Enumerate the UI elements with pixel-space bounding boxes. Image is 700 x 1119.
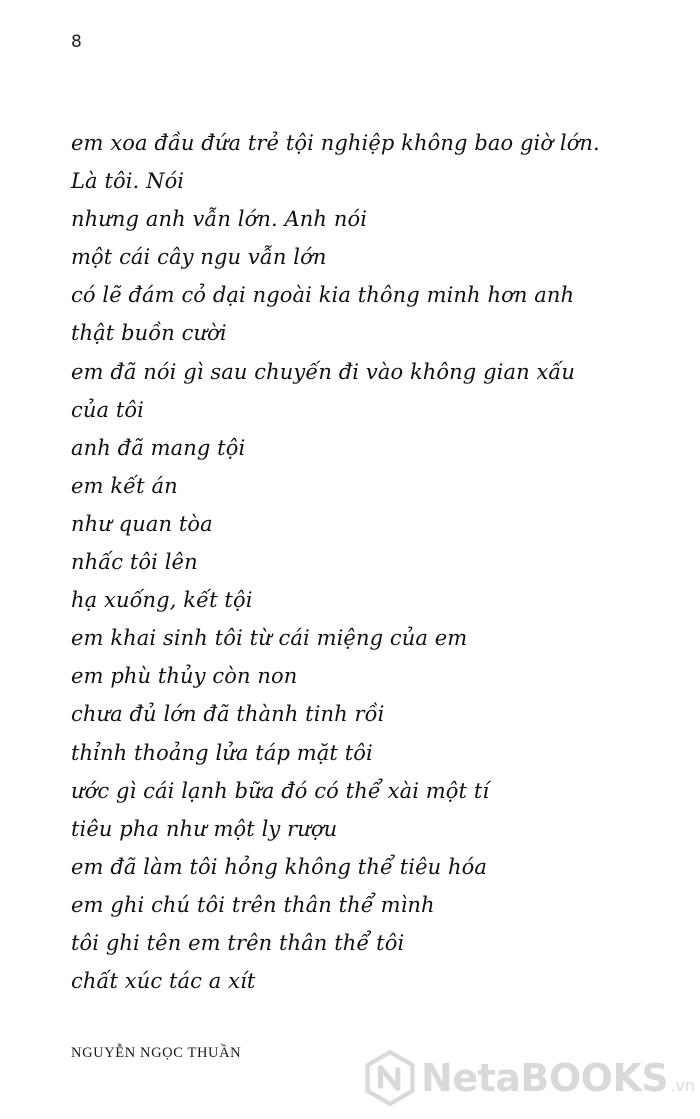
poem-line: chất xúc tác a xít — [71, 969, 256, 994]
poem-line: như quan tòa — [71, 511, 213, 536]
poem-line: thật buồn cười — [71, 321, 227, 346]
poem-line: nhưng anh vẫn lớn. Anh nói — [71, 207, 368, 232]
page-number: 8 — [71, 32, 82, 52]
poem-line: anh đã mang tội — [71, 435, 246, 460]
poem-line: em ghi chú tôi trên thân thể mình — [71, 892, 435, 917]
watermark-brand: NetaBOOKS — [421, 1056, 669, 1100]
poem-body — [71, 124, 631, 1000]
poem-line: em xoa đầu đứa trẻ tội nghiệp không bao giờ lớn. — [71, 131, 600, 155]
poem-line: em đã nói gì sau chuyến đi vào không gian xấu — [71, 359, 576, 384]
poem-line: em kết án — [71, 473, 178, 498]
poem-line: có lẽ đám cỏ dại ngoài kia thông minh hơn anh — [71, 283, 575, 308]
poem-line: thỉnh thoảng lửa táp mặt tôi — [71, 740, 373, 765]
poem-line: ước gì cái lạnh bữa đó có thể xài một tí — [71, 778, 490, 803]
poem-line: tiêu pha như một ly rượu — [71, 816, 338, 841]
poem-line: em phù thủy còn non — [71, 664, 298, 689]
poem-line: em khai sinh tôi từ cái miệng của em — [71, 626, 468, 651]
poem-line: của tôi — [71, 397, 144, 422]
poem-line: tôi ghi tên em trên thân thể tôi — [71, 930, 405, 955]
poem-line: em đã làm tôi hỏng không thể tiêu hóa — [71, 854, 488, 879]
poem-line: một cái cây ngu vẫn lớn — [71, 245, 327, 270]
poem-line: Là tôi. Nói — [71, 169, 185, 194]
watermark — [365, 1043, 695, 1113]
author-name: NGUYỄN NGỌC THUẦN — [71, 1045, 242, 1061]
watermark-domain: .vn — [670, 1075, 695, 1095]
poem-line: hạ xuống, kết tội — [71, 588, 253, 613]
poem-line: nhấc tôi lên — [71, 550, 198, 575]
poem-line: chưa đủ lớn đã thành tinh rồi — [71, 702, 385, 727]
netabooks-logo-icon — [365, 1046, 415, 1110]
